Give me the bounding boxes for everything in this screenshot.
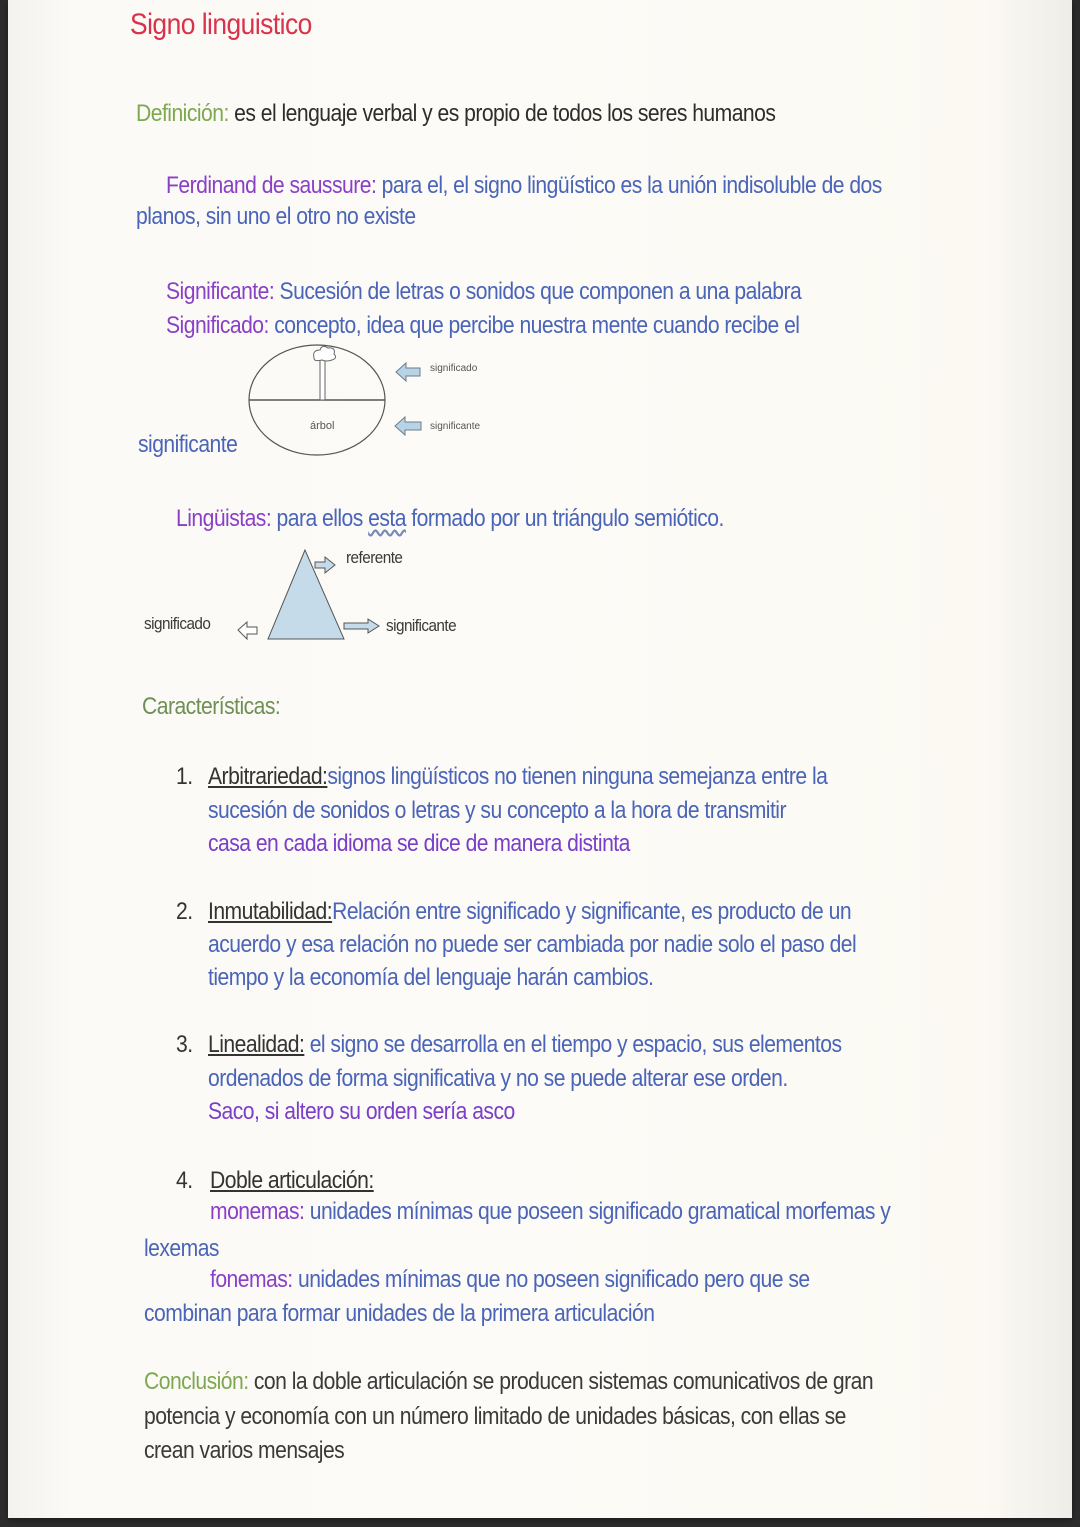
item-text-line: tiempo y la economía del lenguaje harán cambios. xyxy=(208,964,654,991)
saussure-text: para el, el signo lingüístico es la unión indisoluble de dos xyxy=(376,172,882,199)
item-text-line: sucesión de sonidos o letras y su concepto a la hora de transmitir xyxy=(208,797,786,824)
monemas-line xyxy=(210,1198,890,1226)
monemas-text: unidades mínimas que poseen significado gramatical morfemas y xyxy=(304,1198,891,1225)
fonemas-text-cont: combinan para formar unidades de la primera articulación xyxy=(144,1300,655,1327)
conclusion-line xyxy=(144,1368,873,1396)
item-number: 2. xyxy=(176,898,193,925)
oval-diagram-icon xyxy=(248,340,508,460)
item-text: Relación entre significado y significante, es producto de un xyxy=(332,898,852,925)
item-text: signos lingüísticos no tienen ninguna semejanza entre la xyxy=(327,763,828,790)
linguistas-underlined: esta xyxy=(368,505,406,532)
linguistas-text-post: formado por un triángulo semiótico. xyxy=(405,505,724,532)
definition-line xyxy=(136,100,775,128)
item-number: 3. xyxy=(176,1031,193,1058)
conclusion-text: con la doble articulación se producen sistemas comunicativos de gran xyxy=(248,1368,874,1395)
page-title: Signo linguistico xyxy=(130,8,312,41)
saussure-diagram xyxy=(248,340,508,460)
center-word: árbol xyxy=(310,420,335,432)
significado-label: Significado: xyxy=(166,312,269,339)
item-term: Linealidad: xyxy=(208,1031,305,1058)
linguistas-line xyxy=(176,505,724,533)
significante-text: Sucesión de letras o sonidos que componen a una palabra xyxy=(274,278,802,305)
saussure-label: Ferdinand de saussure: xyxy=(166,172,377,199)
fonemas-text: unidades mínimas que no poseen significado pero que se xyxy=(292,1266,810,1293)
characteristics-heading: Características: xyxy=(142,693,281,720)
saussure-text-cont: planos, sin uno el otro no existe xyxy=(136,203,416,230)
item-term: Doble articulación: xyxy=(210,1167,374,1194)
item-first-line xyxy=(208,1031,842,1059)
item-number: 4. xyxy=(176,1167,193,1194)
triangle-top-label: referente xyxy=(346,548,403,567)
significado-text-cont: significante xyxy=(138,431,238,458)
item-example: Saco, si altero su orden sería asco xyxy=(208,1098,515,1125)
triangle-left-label: significado xyxy=(144,614,211,633)
fonemas-line xyxy=(210,1266,810,1294)
document-page xyxy=(8,0,1072,1518)
bottom-arrow-label: significante xyxy=(430,421,481,432)
conclusion-label: Conclusión: xyxy=(144,1368,249,1395)
item-text-line: ordenados de forma significativa y no se puede alterar ese orden. xyxy=(208,1065,788,1092)
significante-line xyxy=(166,278,801,306)
item-term: Inmutabilidad: xyxy=(208,898,333,925)
triangle-diagram xyxy=(138,540,478,650)
item-term: Arbitrariedad: xyxy=(208,763,328,790)
monemas-text-cont: lexemas xyxy=(144,1235,219,1262)
item-text-line: acuerdo y esa relación no puede ser cambiada por nadie solo el paso del xyxy=(208,931,857,958)
item-text: el signo se desarrolla en el tiempo y espacio, sus elementos xyxy=(304,1031,842,1058)
item-example: casa en cada idioma se dice de manera distinta xyxy=(208,830,630,857)
linguistas-label: Lingüistas: xyxy=(176,505,272,532)
significante-label: Significante: xyxy=(166,278,275,305)
conclusion-text-line: crean varios mensajes xyxy=(144,1437,345,1464)
item-first-line xyxy=(208,898,851,926)
top-arrow-label: significado xyxy=(430,363,478,374)
triangle-right-label: significante xyxy=(386,616,457,635)
conclusion-text-line: potencia y economía con un número limitado de unidades básicas, con ellas se xyxy=(144,1403,846,1430)
definition-text: es el lenguaje verbal y es propio de todos los seres humanos xyxy=(228,100,776,127)
fonemas-label: fonemas: xyxy=(210,1266,293,1293)
item-first-line xyxy=(208,763,827,791)
significado-line xyxy=(166,312,799,340)
monemas-label: monemas: xyxy=(210,1198,305,1225)
definition-label: Definición: xyxy=(136,100,229,127)
significado-text: concepto, idea que percibe nuestra mente cuando recibe el xyxy=(268,312,800,339)
saussure-line xyxy=(166,172,882,200)
item-number: 1. xyxy=(176,763,193,790)
linguistas-text-pre: para ellos xyxy=(271,505,369,532)
